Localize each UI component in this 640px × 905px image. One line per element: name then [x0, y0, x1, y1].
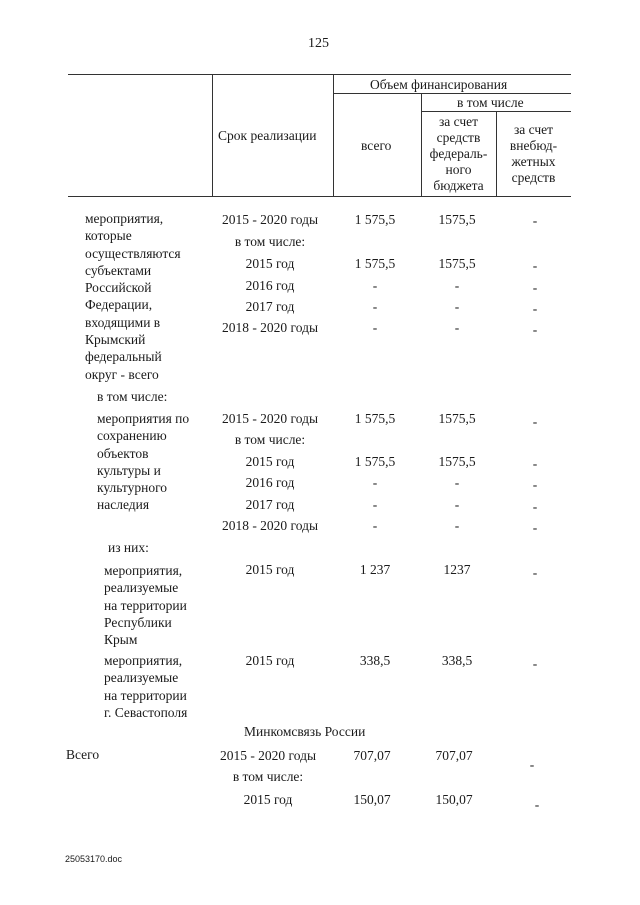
b5-total-0: 707,07 [353, 748, 391, 763]
col-divider-2 [333, 74, 334, 196]
ministry-heading: Минкомсвязь России [244, 724, 366, 739]
b2-term-2: 2015 год [245, 454, 295, 469]
b1-fed-2: 1575,5 [438, 256, 476, 271]
header-federal: за счет средств федераль- ного бюджета [429, 114, 488, 193]
incl-label: в том числе: [97, 389, 168, 404]
b1-total-4: - [372, 299, 378, 314]
b2-fed-2: 1575,5 [438, 454, 476, 469]
b1-fed-4: - [454, 299, 460, 314]
b2-total-0: 1 575,5 [354, 411, 396, 426]
of-them-label: из них: [108, 540, 149, 555]
header-volume: Объем финансирования [370, 77, 508, 92]
b1-fed-5: - [454, 320, 460, 335]
page-number: 125 [308, 36, 329, 51]
b4-fed: 338,5 [441, 653, 473, 668]
b4-total: 338,5 [359, 653, 391, 668]
header-extrabudget: за счет внебюд- жетных средств [509, 122, 558, 185]
b1-extra-3: - [532, 280, 538, 295]
b5-term-2: 2015 год [243, 792, 293, 807]
header-total: всего [361, 138, 392, 153]
b1-term-3: 2016 год [245, 278, 295, 293]
row-label-sevastopol: мероприятия, реализуемые на территории г. Севастополя [104, 653, 188, 720]
b2-term-3: 2016 год [245, 475, 295, 490]
b1-total-5: - [372, 320, 378, 335]
b1-term-5: 2018 - 2020 годы [221, 320, 319, 335]
b1-fed-3: - [454, 278, 460, 293]
b2-fed-0: 1575,5 [438, 411, 476, 426]
b1-fed-0: 1575,5 [438, 212, 476, 227]
b3-term: 2015 год [245, 562, 295, 577]
b2-fed-5: - [454, 518, 460, 533]
b1-total-0: 1 575,5 [354, 212, 396, 227]
b5-extra-0: - [529, 757, 535, 772]
b4-term: 2015 год [245, 653, 295, 668]
b1-term-0: 2015 - 2020 годы [221, 212, 319, 227]
b5-fed-0: 707,07 [435, 748, 473, 763]
footer-filename: 25053170.doc [65, 854, 123, 864]
b2-total-4: - [372, 497, 378, 512]
header-top-rule [68, 74, 571, 75]
b1-term-4: 2017 год [245, 299, 295, 314]
b5-term-0: 2015 - 2020 годы [219, 748, 317, 763]
b2-fed-3: - [454, 475, 460, 490]
col-divider-1 [212, 74, 213, 196]
b3-fed: 1237 [443, 562, 471, 577]
row-label-cultural-heritage: мероприятия по сохранению объектов культуры и культурного наследия [97, 411, 190, 513]
b5-extra-2: - [534, 797, 540, 812]
b2-extra-0: - [532, 414, 538, 429]
row-label-crimea-republic: мероприятия, реализуемые на территории Республики Крым [104, 563, 187, 648]
b5-fed-2: 150,07 [435, 792, 473, 807]
b1-extra-5: - [532, 322, 538, 337]
b4-extra: - [532, 656, 538, 671]
b1-total-3: - [372, 278, 378, 293]
b2-extra-4: - [532, 499, 538, 514]
b1-term-1: в том числе: [234, 234, 306, 249]
b1-total-2: 1 575,5 [354, 256, 396, 271]
row-label-total: Всего [66, 747, 100, 762]
b2-total-2: 1 575,5 [354, 454, 396, 469]
header-bottom-rule [68, 196, 571, 197]
b2-term-0: 2015 - 2020 годы [221, 411, 319, 426]
b1-term-2: 2015 год [245, 256, 295, 271]
b2-total-5: - [372, 518, 378, 533]
b2-extra-2: - [532, 456, 538, 471]
row-label-crimea-subjects: мероприятия, которые осуществляются субъектами Российской Федерации, входящими в Крымский федеральный округ - всего [85, 211, 181, 382]
b1-extra-2: - [532, 258, 538, 273]
b2-total-3: - [372, 475, 378, 490]
b2-fed-4: - [454, 497, 460, 512]
header-incl: в том числе [457, 95, 524, 110]
b3-extra: - [532, 565, 538, 580]
header-term: Срок реализации [218, 128, 317, 143]
b5-term-1: в том числе: [232, 769, 304, 784]
header-mid-rule [333, 93, 571, 94]
b2-extra-5: - [532, 520, 538, 535]
b1-extra-4: - [532, 301, 538, 316]
b2-term-1: в том числе: [234, 432, 306, 447]
b5-total-2: 150,07 [353, 792, 391, 807]
b2-term-4: 2017 год [245, 497, 295, 512]
b3-total: 1 237 [359, 562, 391, 577]
b2-extra-3: - [532, 477, 538, 492]
b1-extra-0: - [532, 213, 538, 228]
b2-term-5: 2018 - 2020 годы [221, 518, 319, 533]
